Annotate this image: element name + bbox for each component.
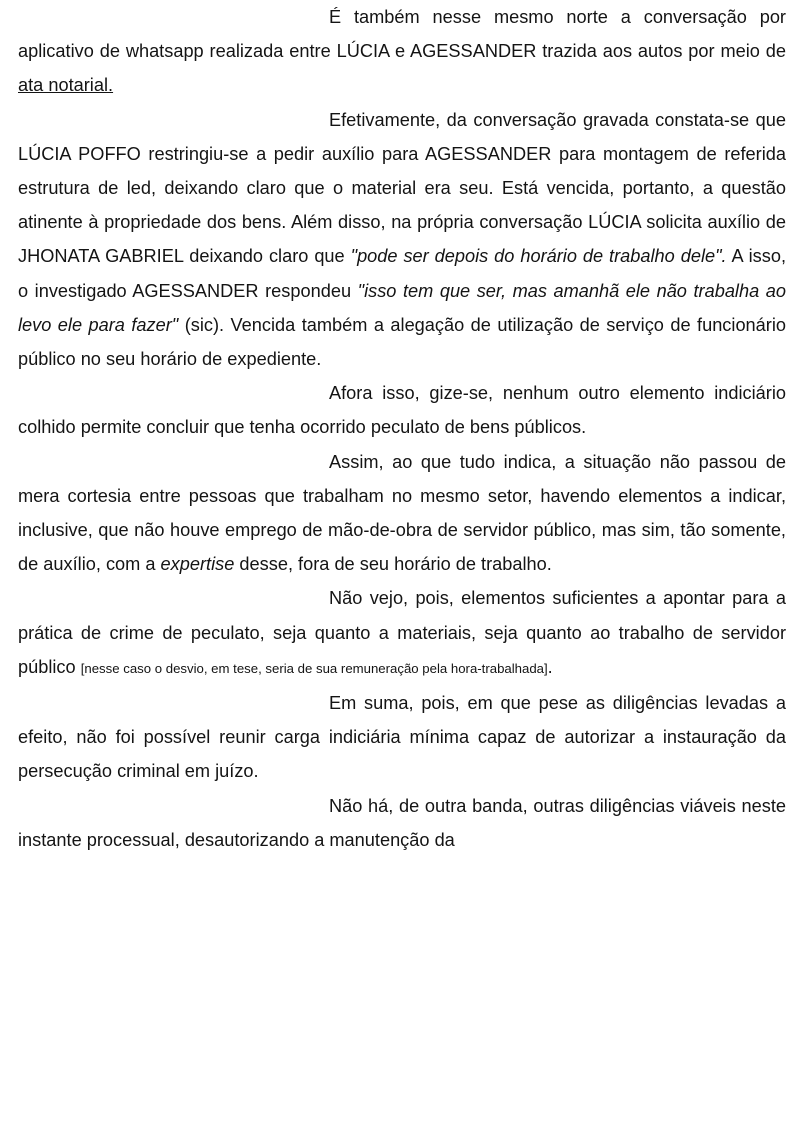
paragraph-em-suma: [18, 686, 786, 789]
text-run: Não vejo, pois, elementos suficientes a apontar para a prática de crime de peculato, seja quanto a materiais, seja quanto ao trabalho de servidor público: [18, 588, 786, 677]
text-run: .: [108, 75, 114, 96]
text-run: Em suma, pois, em que pese as diligências levadas a efeito, não foi possível reunir carga indiciária mínima capaz de autorizar a instauração da persecução criminal em juízo.: [18, 693, 786, 782]
document-body: [18, 0, 786, 857]
paragraph-afora-isso: [18, 376, 786, 444]
paragraph-ata-notarial: [18, 0, 786, 103]
paragraph-nao-vejo: [18, 581, 786, 686]
term-expertise: expertise: [160, 554, 235, 575]
quote-horario-trabalho: "pode ser depois do horário de trabalho dele".: [350, 246, 727, 267]
paragraph-conversacao-gravada: [18, 103, 786, 377]
paragraph-mera-cortesia: [18, 445, 786, 582]
text-run: (sic). Vencida também a alegação de utilização de serviço de funcionário público no seu horário de expediente.: [18, 314, 786, 370]
text-run: A isso, o investigado AGESSANDER respondeu: [18, 246, 787, 301]
bracketed-note: [nesse caso o desvio, em tese, seria de sua remuneração pela hora-trabalhada]: [80, 660, 548, 676]
paragraph-nao-ha: [18, 789, 786, 857]
text-run: Afora isso, gize-se, nenhum outro elemento indiciário colhido permite concluir que tenha ocorrido peculato de bens públicos.: [18, 383, 786, 438]
text-run: Efetivamente, da conversação gravada constata-se que LÚCIA POFFO restringiu-se a pedir auxílio para AGESSANDER para montagem de referida estrutura de led, deixando claro que o material era seu. Está vencida, portanto, a questão atinente à propriedade dos bens. Além disso, na própria conversação LÚCIA solicita auxílio de JHONATA GABRIEL deixando claro que: [18, 109, 786, 267]
quote-resposta-agessander: "isso tem que ser, mas amanhã ele não trabalha ao levo ele para fazer": [18, 280, 786, 335]
text-run: Não há, de outra banda, outras diligências viáveis neste instante processual, desautorizando a manutenção da: [18, 795, 786, 850]
ata-notarial-reference: ata notarial: [18, 75, 108, 96]
text-run: .: [547, 656, 553, 677]
text-run: desse, fora de seu horário de trabalho.: [234, 554, 552, 575]
text-run: É também nesse mesmo norte a conversação por aplicativo de whatsapp realizada entre LÚCIA e AGESSANDER trazida aos autos por meio de: [18, 7, 786, 62]
text-run: Assim, ao que tudo indica, a situação não passou de mera cortesia entre pessoas que trabalham no mesmo setor, havendo elementos a indicar, inclusive, que não houve emprego de mão-de-obra de servidor público, mas sim, tão somente, de auxílio, com a: [18, 451, 786, 575]
